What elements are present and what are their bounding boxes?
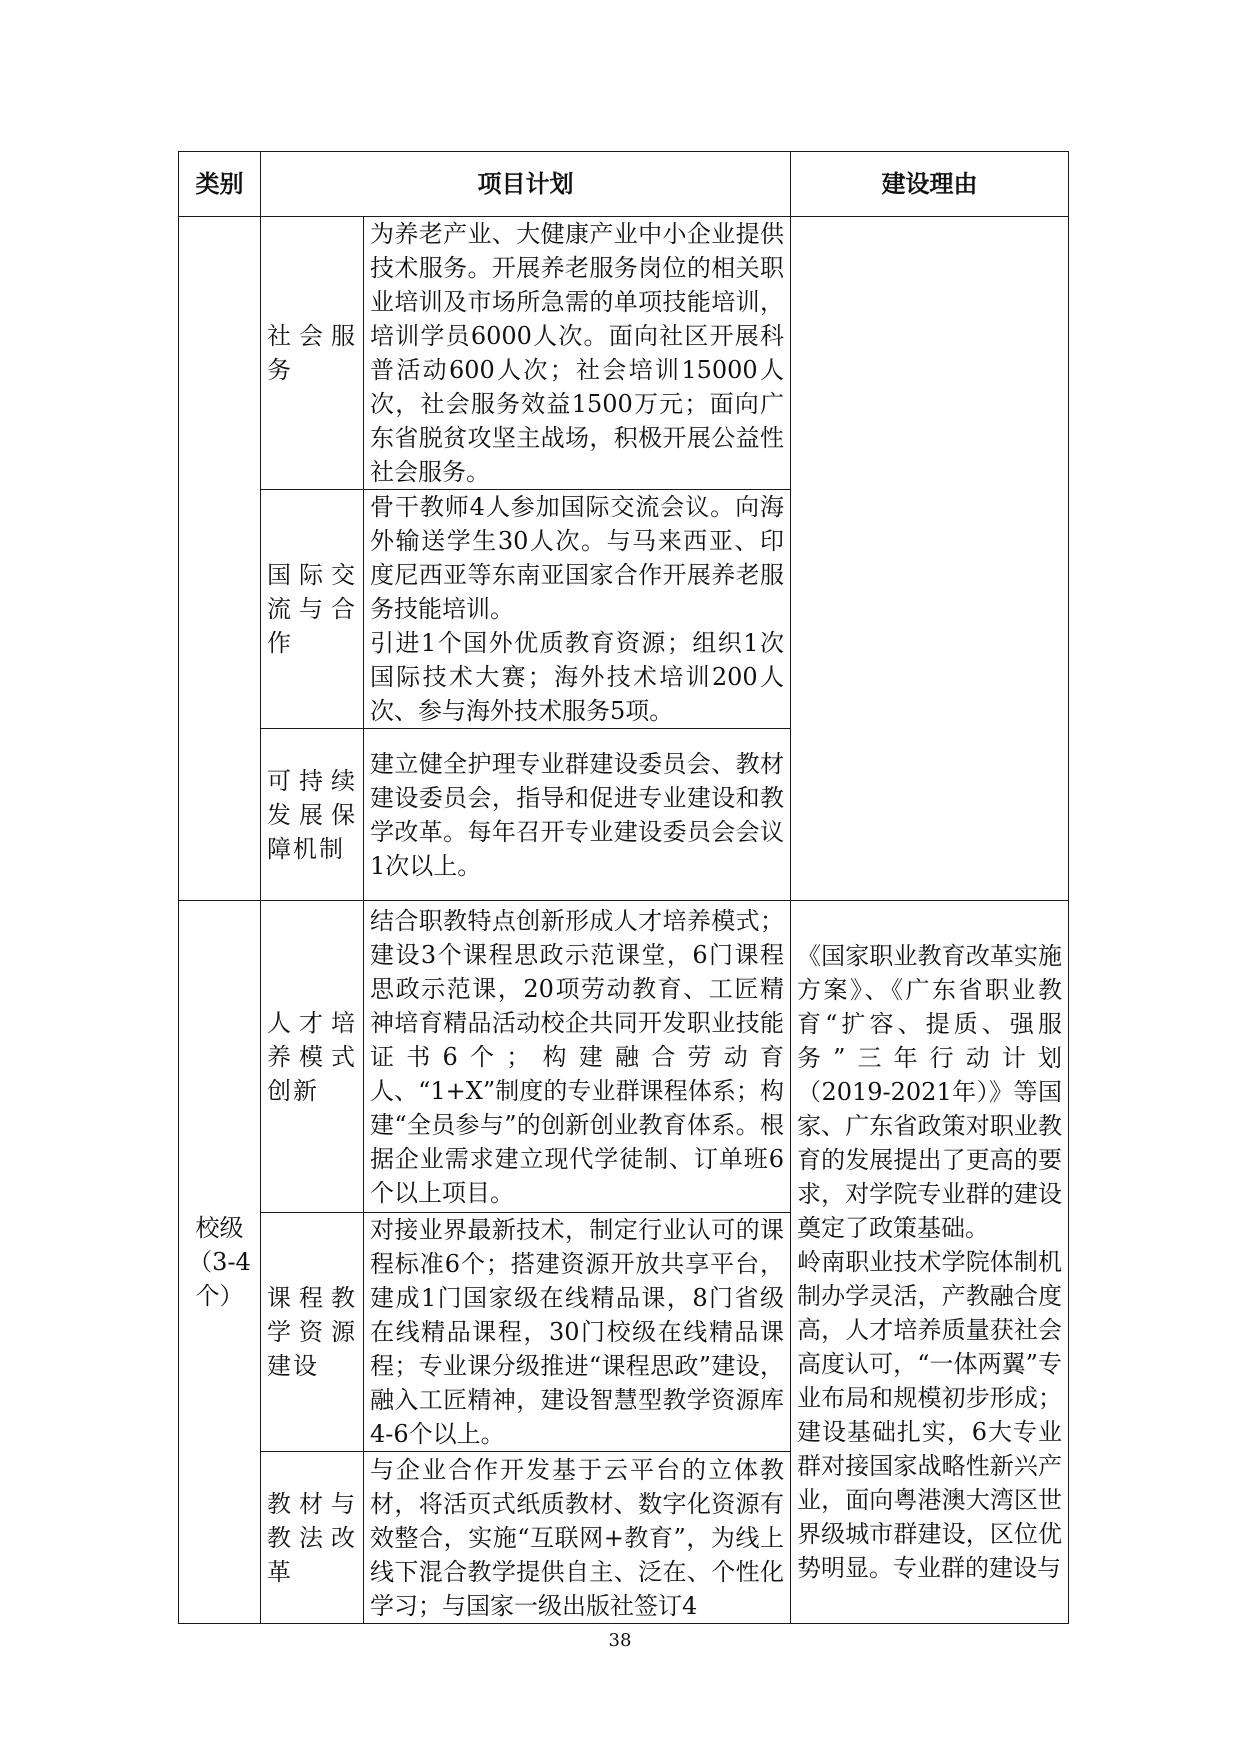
reason-cell-continued: [791, 217, 1069, 901]
subcategory-cell: 人才培养模式创新: [261, 901, 364, 1213]
table-row: [179, 217, 1069, 490]
reason-cell: [791, 901, 1069, 1624]
header-category: 类别: [179, 152, 261, 217]
plan-paragraph: 与企业合作开发基于云平台的立体教材，将活页式纸质教材、数字化资源有效整合，实施“互联网+教育”，为线上线下混合教学提供自主、泛在、个性化学习；与国家一级出版社签订4: [370, 1455, 784, 1620]
plan-cell: [364, 901, 791, 1213]
plan-cell: [364, 1452, 791, 1624]
subcategory-cell: 教材与教法改革: [261, 1452, 364, 1624]
page-number: 38: [608, 1630, 632, 1651]
plan-cell: [364, 217, 791, 490]
header-plan: 项目计划: [261, 152, 791, 217]
plan-paragraph: 引进1个国外优质教育资源；组织1次国际技术大赛；海外技术培训200人次、参与海外技术服务5项。: [370, 629, 784, 725]
plan-paragraph: 为养老产业、大健康产业中小企业提供技术服务。开展养老服务岗位的相关职业培训及市场所急需的单项技能培训，培训学员6000人次。面向社区开展科普活动600人次；社会培训15000人次，社会服务效益1500万元；面向广东省脱贫攻坚主战场，积极开展公益性社会服务。: [370, 220, 784, 486]
subcategory-cell: 可持续发展保障机制: [261, 729, 364, 901]
category-cell: 校级（3-4个）: [179, 901, 261, 1624]
project-plan-table: [178, 151, 1069, 1624]
subcategory-cell: 课程教学资源建设: [261, 1213, 364, 1452]
category-cell-continued: [179, 217, 261, 901]
subcategory-cell: 国际交流与合作: [261, 490, 364, 729]
reason-paragraph: 岭南职业技术学院体制机制办学灵活，产教融合度高，人才培养质量获社会高度认可，“一体两翼”专业布局和规模初步形成；建设基础扎实，6大专业群对接国家战略性新兴产业，面向粤港澳大湾区世界级城市群建设，区位优势明显。专业群的建设与: [797, 1248, 1062, 1582]
plan-paragraph: 骨干教师4人参加国际交流会议。向海外输送学生30人次。与马来西亚、印度尼西亚等东南亚国家合作开展养老服务技能培训。: [370, 493, 784, 623]
plan-paragraph: 对接业界最新技术，制定行业认可的课程标准6个；搭建资源开放共享平台，建成1门国家级在线精品课，8门省级在线精品课程，30门校级在线精品课程；专业课分级推进“课程思政”建设，融入工匠精神，建设智慧型教学资源库4-6个以上。: [370, 1216, 784, 1448]
table-header-row: [179, 152, 1069, 217]
plan-cell: [364, 1213, 791, 1452]
subcategory-cell: 社会服务: [261, 217, 364, 490]
plan-paragraph: 结合职教特点创新形成人才培养模式；建设3个课程思政示范课堂，6门课程思政示范课，20项劳动教育、工匠精神培育精品活动校企共同开发职业技能证书6个；构建融合劳动育人、“1+X”制度的专业群课程体系；构建“全员参与”的创新创业教育体系。根据企业需求建立现代学徒制、订单班6个以上项目。: [370, 906, 784, 1207]
table-row: [179, 901, 1069, 1213]
plan-cell: [364, 490, 791, 729]
reason-paragraph: 《国家职业教育改革实施方案》、《广东省职业教育“扩容、提质、强服务”三年行动计划（2019-2021年）》等国家、广东省政策对职业教育的发展提出了更高的要求，对学院专业群的建设奠定了政策基础。: [797, 942, 1062, 1242]
plan-paragraph: 建立健全护理专业群建设委员会、教材建设委员会，指导和促进专业建设和教学改革。每年召开专业建设委员会会议1次以上。: [370, 749, 784, 880]
header-reason: 建设理由: [791, 152, 1069, 217]
plan-cell: [364, 729, 791, 901]
